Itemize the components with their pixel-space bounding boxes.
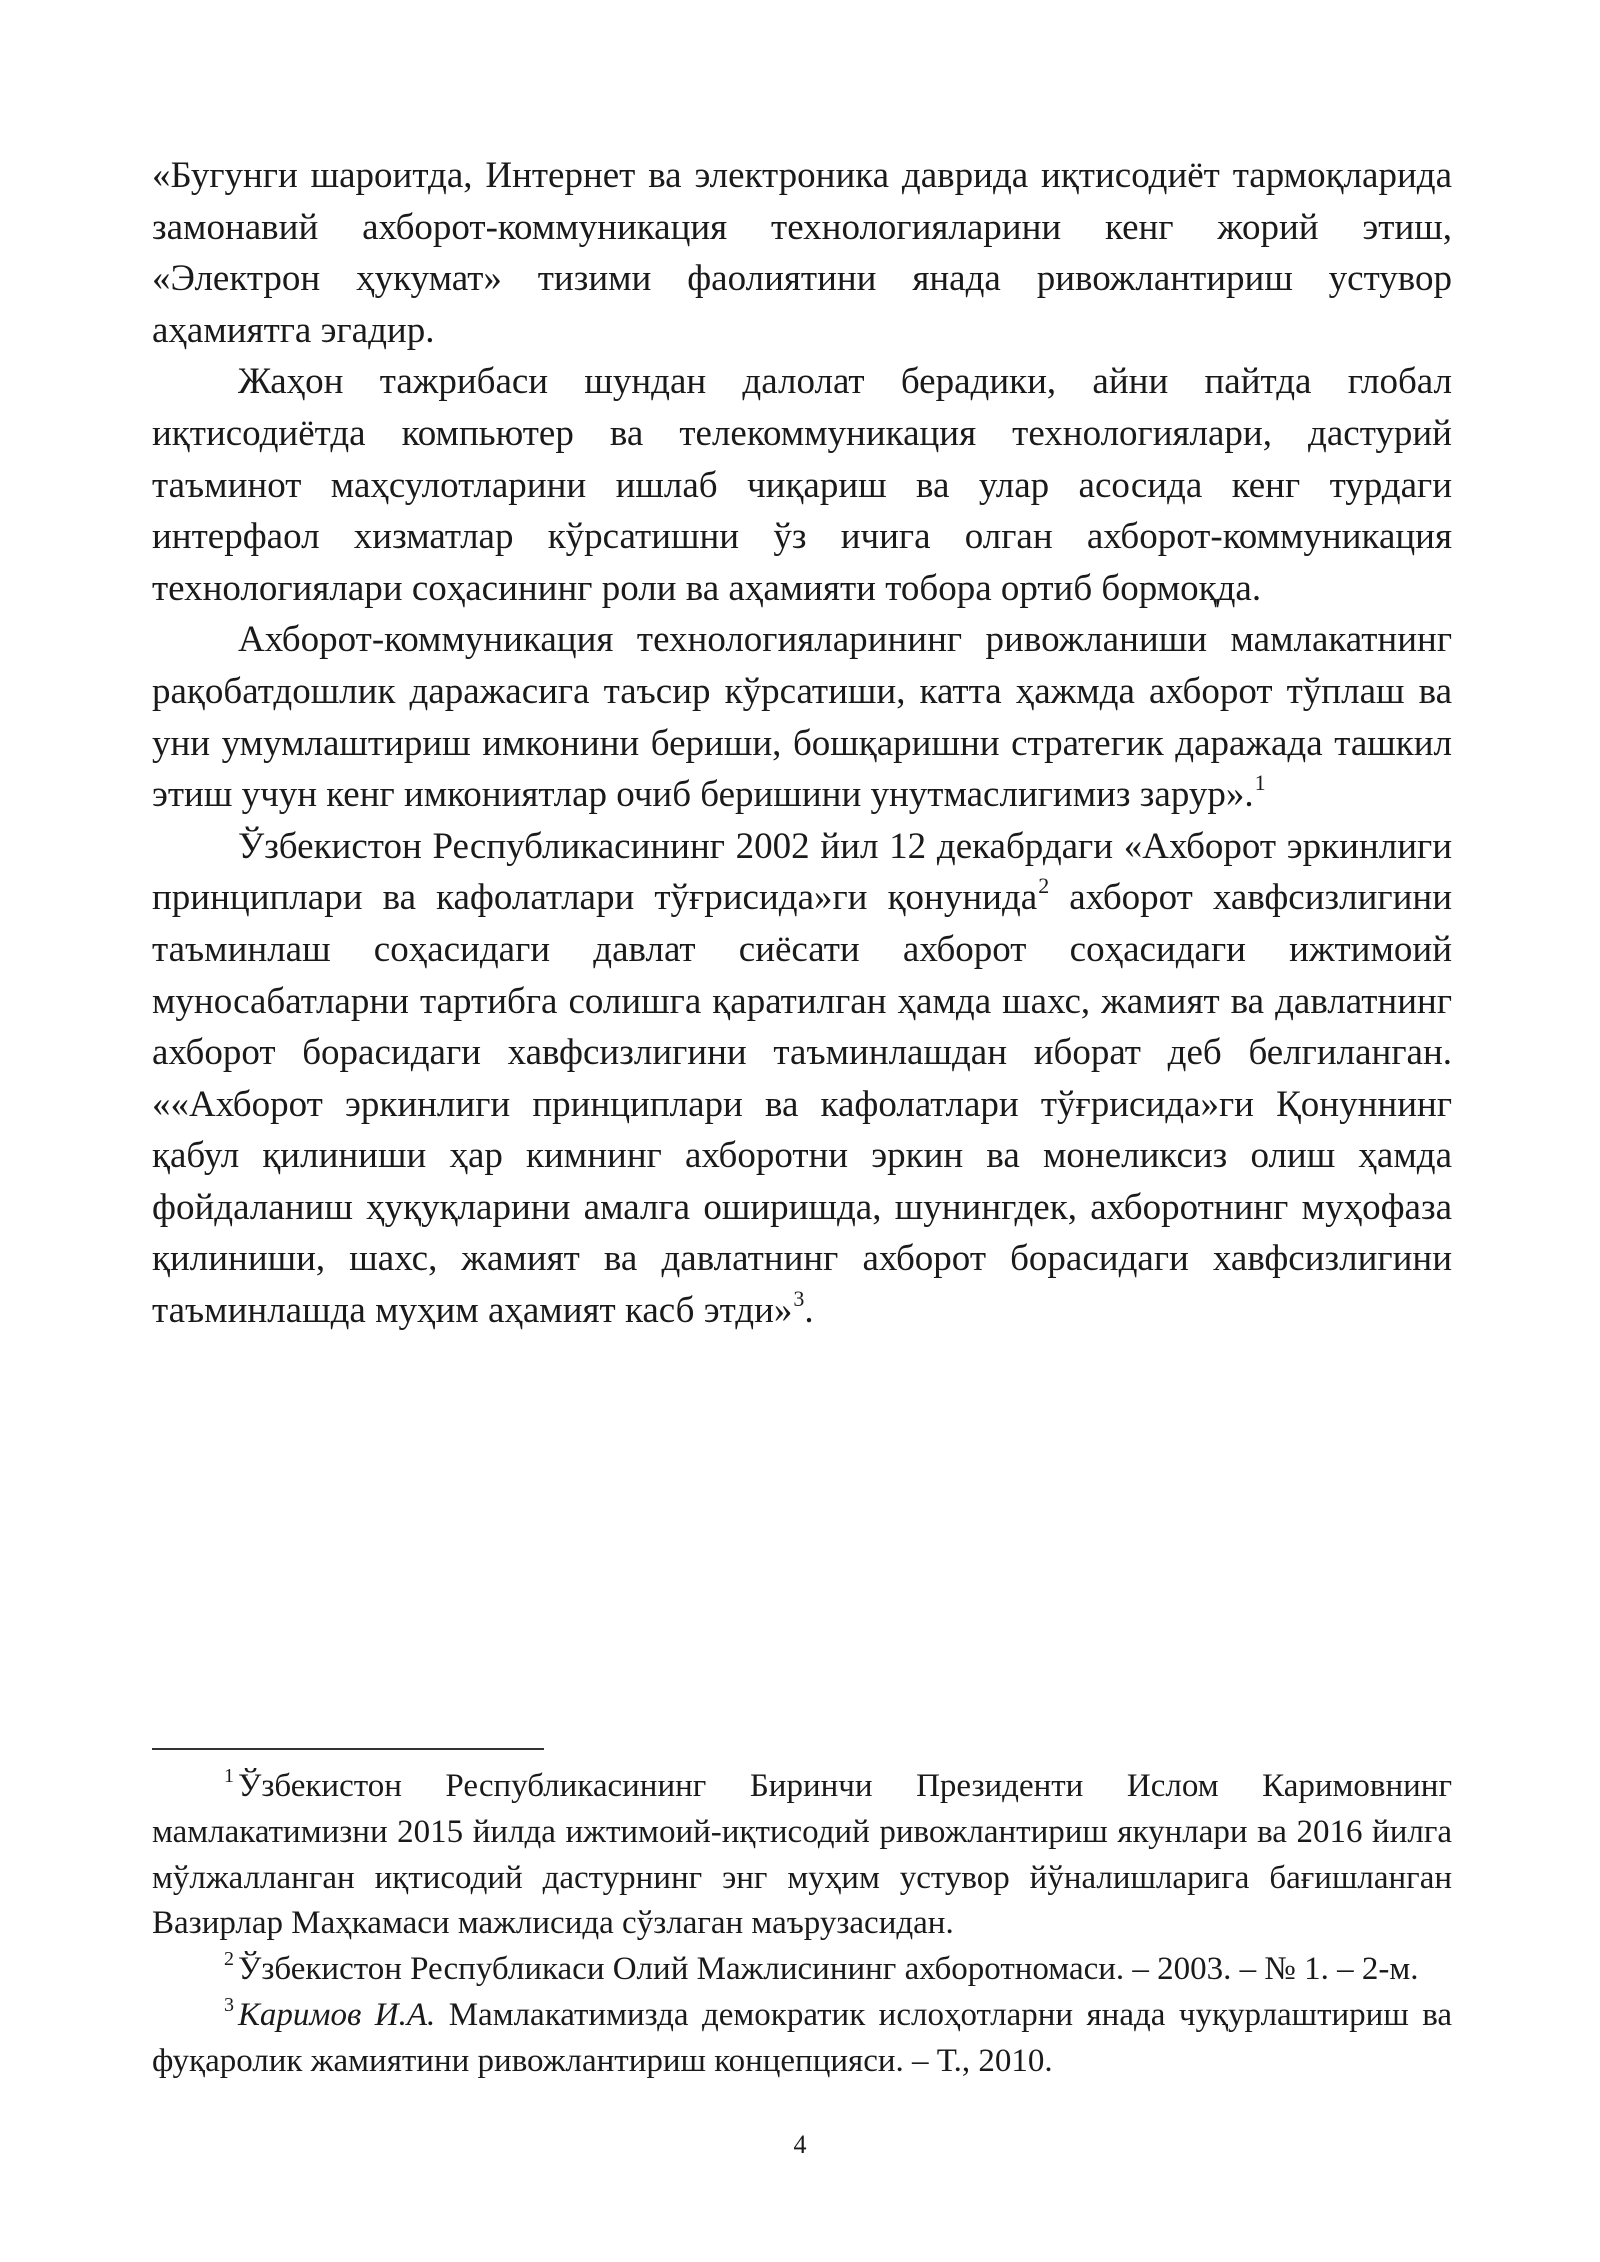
paragraph-4-text-a: Ўзбекистон Республикасининг 2002 йил 12 декабрдаги «Ахборот эркинлиги принциплари ва кафолатлари тўғрисида»ги қонунида [152, 825, 1452, 919]
footnote-3-author: Каримов И.А. [238, 1996, 436, 2033]
footnote-1-text: Ўзбекистон Республикасининг Биринчи Президенти Ислом Каримовнинг мамлакатимизни 2015 йилда ижтимоий-иқтисодий ривожлантириш якунлари ва 2016 йилга мўлжалланган иқтисодий дастурнинг энг муҳим устувор йўналишларига бағишланган Вазирлар Маҳкамаси мажлисида сўзлаган маърузасидан. [152, 1768, 1452, 1942]
footnote-1 [152, 1764, 1452, 1947]
footnote-3-text: Мамлакатимизда демократик ислоҳотларни янада чуқурлаштириш ва фуқаролик жамиятини ривожлантириш концепцияси. – Т., 2010. [152, 1996, 1452, 2079]
footnote-1-marker: 1 [224, 1765, 234, 1787]
footnote-2-text: Ўзбекистон Республикаси Олий Мажлисининг ахборотномаси. – 2003. – № 1. – 2-м. [238, 1951, 1419, 1988]
paragraph-2-text: Жаҳон тажрибаси шундан далолат берадики, айни пайтда глобал иқтисодиётда компьютер ва телекоммуникация технологиялари, дастурий таъминот маҳсулотларини ишлаб чиқариш ва улар асосида кенг турдаги интерфаол хизматлар кўрсатишни ўз ичига олган ахборот-коммуникация технологиялари соҳасининг роли ва аҳамияти тобора ортиб бормоқда. [152, 361, 1452, 609]
footnote-3-marker: 3 [224, 1993, 234, 2016]
footnote-ref-1[interactable]: 1 [1254, 770, 1266, 796]
footnote-ref-2[interactable]: 2 [1038, 873, 1050, 899]
page-body [152, 150, 1452, 1337]
paragraph-4-tail: . [804, 1290, 814, 1332]
paragraph-4 [152, 821, 1452, 1337]
footnotes-section [152, 1748, 1452, 2085]
paragraph-1-text: «Бугунги шароитда, Интернет ва электроника даврида иқтисодиёт тармоқларида замонавий ахборот-коммуникация технологияларини кенг жорий этиш, «Электрон ҳукумат» тизими фаолиятини янада ривожлантириш устувор аҳамиятга эгадир. [152, 155, 1452, 351]
paragraph-3 [152, 614, 1452, 820]
page-number: 4 [793, 2130, 807, 2159]
footnote-2-marker: 2 [224, 1948, 234, 1971]
paragraph-1 [152, 150, 1452, 356]
paragraph-2 [152, 356, 1452, 614]
paragraph-4-text-b: ахборот хавфсизлигини таъминлаш соҳасидаги давлат сиёсати ахборот соҳасидаги ижтимоий муносабатларни тартибга солишга қаратилган ҳамда шахс, жамият ва давлатнинг ахборот борасидаги хавфсизлигини таъминлашдан иборат деб белгиланган. ««Ахборот эркинлиги принциплари ва кафолатлари тўғрисида»ги Қонуннинг қабул қилиниши ҳар кимнинг ахборотни эркин ва монеликсиз олиш ҳамда фойдаланиш ҳуқуқларини амалга оширишда, шунингдек, ахборотнинг муҳофаза қилиниши, шахс, жамият ва давлатнинг ахборот борасидаги хавфсизлигини таъминлашда муҳим аҳамият касб этди» [152, 877, 1452, 1332]
footnote-separator [152, 1748, 544, 1750]
footnote-3 [152, 1993, 1452, 2085]
footnote-2 [152, 1947, 1452, 1993]
footnote-ref-3[interactable]: 3 [793, 1286, 805, 1312]
paragraph-3-text: Ахборот-коммуникация технологияларининг ривожланиши мамлакатнинг рақобатдошлик даражасига таъсир кўрсатиши, катта ҳажмда ахборот тўплаш ва уни умумлаштириш имконини бериши, бошқаришни стратегик даражада ташкил этиш учун кенг имкониятлар очиб беришини унутмаслигимиз зарур». [152, 619, 1452, 816]
